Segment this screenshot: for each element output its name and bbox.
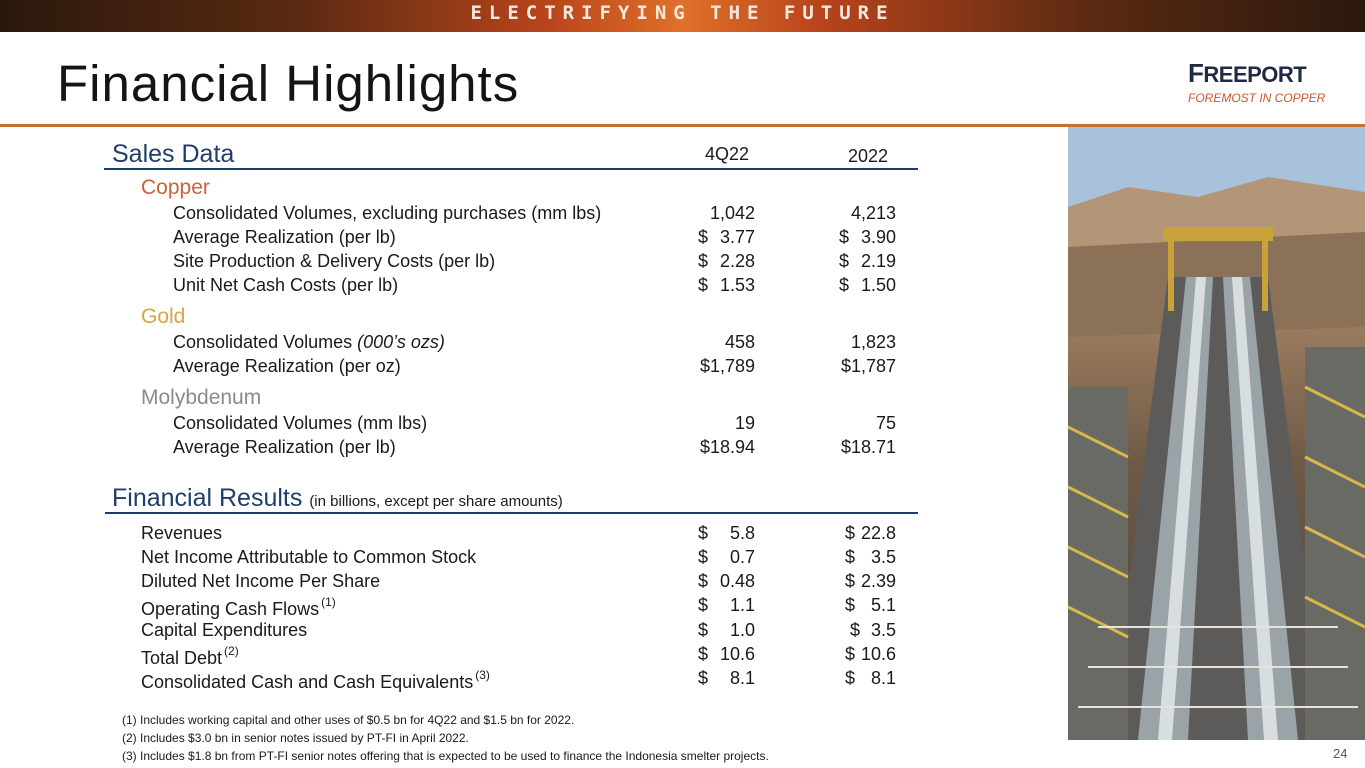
- gold-row-label-unit: (000’s ozs): [357, 332, 445, 352]
- financial-row-2022: 8.1: [870, 668, 896, 688]
- currency-symbol: $: [698, 227, 709, 247]
- currency-symbol: $: [845, 668, 856, 688]
- footnote: (1) Includes working capital and other uses of $0.5 bn for 4Q22 and $1.5 bn for 2022.: [122, 713, 575, 727]
- currency-symbol: $: [698, 644, 709, 664]
- moly-row-4q22: 19: [734, 413, 755, 433]
- footnote: (2) Includes $3.0 bn in senior notes issued by PT-FI in April 2022.: [122, 731, 469, 745]
- currency-symbol: $: [698, 571, 709, 591]
- copper-row-label: Site Production & Delivery Costs (per lb): [173, 251, 496, 271]
- sales-heading: Sales Data: [112, 140, 235, 168]
- footnote: (3) Includes $1.8 bn from PT-FI senior notes offering that is expected to be used to finance the Indonesia smelter projects.: [122, 749, 769, 763]
- financial-rule: [105, 512, 918, 514]
- financial-row-label: [141, 644, 239, 669]
- currency-symbol: $: [839, 227, 850, 247]
- footnote-ref: (1): [321, 595, 336, 609]
- financial-row-4q22: 8.1: [729, 668, 755, 688]
- financial-row-label: Net Income Attributable to Common Stock: [141, 547, 477, 567]
- page-title: Financial Highlights: [57, 55, 520, 112]
- logo-rest: REEPORT: [1203, 62, 1307, 87]
- currency-symbol: $: [845, 644, 856, 664]
- financial-row-label-text: Operating Cash Flows: [141, 599, 320, 619]
- copper-row-2022: 2.19: [860, 251, 896, 271]
- currency-symbol: $: [698, 523, 709, 543]
- gold-row-2022: $1,787: [840, 356, 896, 376]
- gold-row-4q22: 458: [724, 332, 755, 352]
- moly-row-2022: $18.71: [840, 437, 896, 457]
- copper-row-label: Average Realization (per lb): [173, 227, 396, 247]
- copper-row-2022: 3.90: [860, 227, 896, 247]
- gold-row-4q22: $1,789: [699, 356, 755, 376]
- page-number: 24: [1333, 746, 1348, 761]
- currency-symbol: $: [845, 547, 856, 567]
- copper-row-4q22: 1.53: [719, 275, 755, 295]
- financial-row-2022: 22.8: [860, 523, 896, 543]
- col-header-2022: 2022: [848, 146, 889, 166]
- financial-row-4q22: 1.0: [729, 620, 755, 640]
- copper-row-4q22: 3.77: [719, 227, 755, 247]
- moly-row-label: Consolidated Volumes (mm lbs): [173, 413, 428, 433]
- copper-row-label: Consolidated Volumes, excluding purchases (mm lbs): [173, 203, 602, 223]
- financial-row-label: Revenues: [141, 523, 223, 543]
- currency-symbol: $: [698, 275, 709, 295]
- currency-symbol: $: [845, 595, 856, 615]
- gold-row-label: Average Realization (per oz): [173, 356, 401, 376]
- moly-row-label: Average Realization (per lb): [173, 437, 396, 457]
- financial-heading: [112, 484, 563, 513]
- financial-row-4q22: 5.8: [729, 523, 755, 543]
- financial-row-2022: 3.5: [870, 547, 896, 567]
- currency-symbol: $: [698, 620, 709, 640]
- financial-row-label-text: Consolidated Cash and Cash Equivalents: [141, 672, 474, 692]
- financial-row-label-text: Total Debt: [141, 648, 223, 668]
- currency-symbol: $: [839, 275, 850, 295]
- financial-row-label: Capital Expenditures: [141, 620, 308, 640]
- conveyor-photo: [1068, 127, 1365, 740]
- gold-row-2022: 1,823: [850, 332, 896, 352]
- financial-row-label: [141, 668, 490, 693]
- moly-row-2022: 75: [875, 413, 896, 433]
- col-header-4q22: 4Q22: [705, 144, 750, 164]
- currency-symbol: $: [698, 547, 709, 567]
- currency-symbol: $: [845, 523, 856, 543]
- currency-symbol: $: [698, 595, 709, 615]
- copper-row-2022: 4,213: [850, 203, 896, 223]
- banner-text: ELECTRIFYING THE FUTURE: [470, 2, 895, 24]
- financial-row-2022: 2.39: [860, 571, 896, 591]
- copper-row-4q22: 1,042: [709, 203, 755, 223]
- logo-tagline: FOREMOST IN COPPER: [1188, 91, 1326, 105]
- moly-row-4q22: $18.94: [699, 437, 755, 457]
- financial-row-label: [141, 595, 336, 620]
- logo-name: [1188, 59, 1333, 89]
- financial-row-2022: 10.6: [860, 644, 896, 664]
- currency-symbol: $: [698, 251, 709, 271]
- gold-row-label: [173, 332, 445, 353]
- conveyor-illustration: [1068, 127, 1365, 740]
- footnote-ref: (3): [475, 668, 490, 682]
- currency-symbol: $: [850, 620, 861, 640]
- freeport-logo: [1188, 59, 1333, 105]
- financial-heading-note: (in billions, except per share amounts): [309, 493, 563, 510]
- molybdenum-heading: Molybdenum: [141, 386, 262, 409]
- sales-rule: [104, 168, 918, 170]
- financial-row-2022: 5.1: [870, 595, 896, 615]
- gold-row-label-main: Consolidated Volumes: [173, 332, 358, 352]
- currency-symbol: $: [839, 251, 850, 271]
- financial-row-2022: 3.5: [870, 620, 896, 640]
- currency-symbol: $: [845, 571, 856, 591]
- financial-row-4q22: 0.48: [719, 571, 755, 591]
- copper-row-2022: 1.50: [860, 275, 896, 295]
- copper-row-4q22: 2.28: [719, 251, 755, 271]
- currency-symbol: $: [698, 668, 709, 688]
- financial-row-label: Diluted Net Income Per Share: [141, 571, 381, 591]
- footnote-ref: (2): [224, 644, 239, 658]
- financial-row-4q22: 1.1: [729, 595, 755, 615]
- financial-heading-title: Financial Results: [112, 484, 303, 512]
- logo-initial: F: [1188, 58, 1204, 88]
- copper-heading: Copper: [141, 176, 210, 199]
- top-banner: [0, 0, 1365, 32]
- copper-row-label: Unit Net Cash Costs (per lb): [173, 275, 399, 295]
- gold-heading: Gold: [141, 305, 186, 328]
- financial-row-4q22: 10.6: [719, 644, 755, 664]
- financial-row-4q22: 0.7: [729, 547, 755, 567]
